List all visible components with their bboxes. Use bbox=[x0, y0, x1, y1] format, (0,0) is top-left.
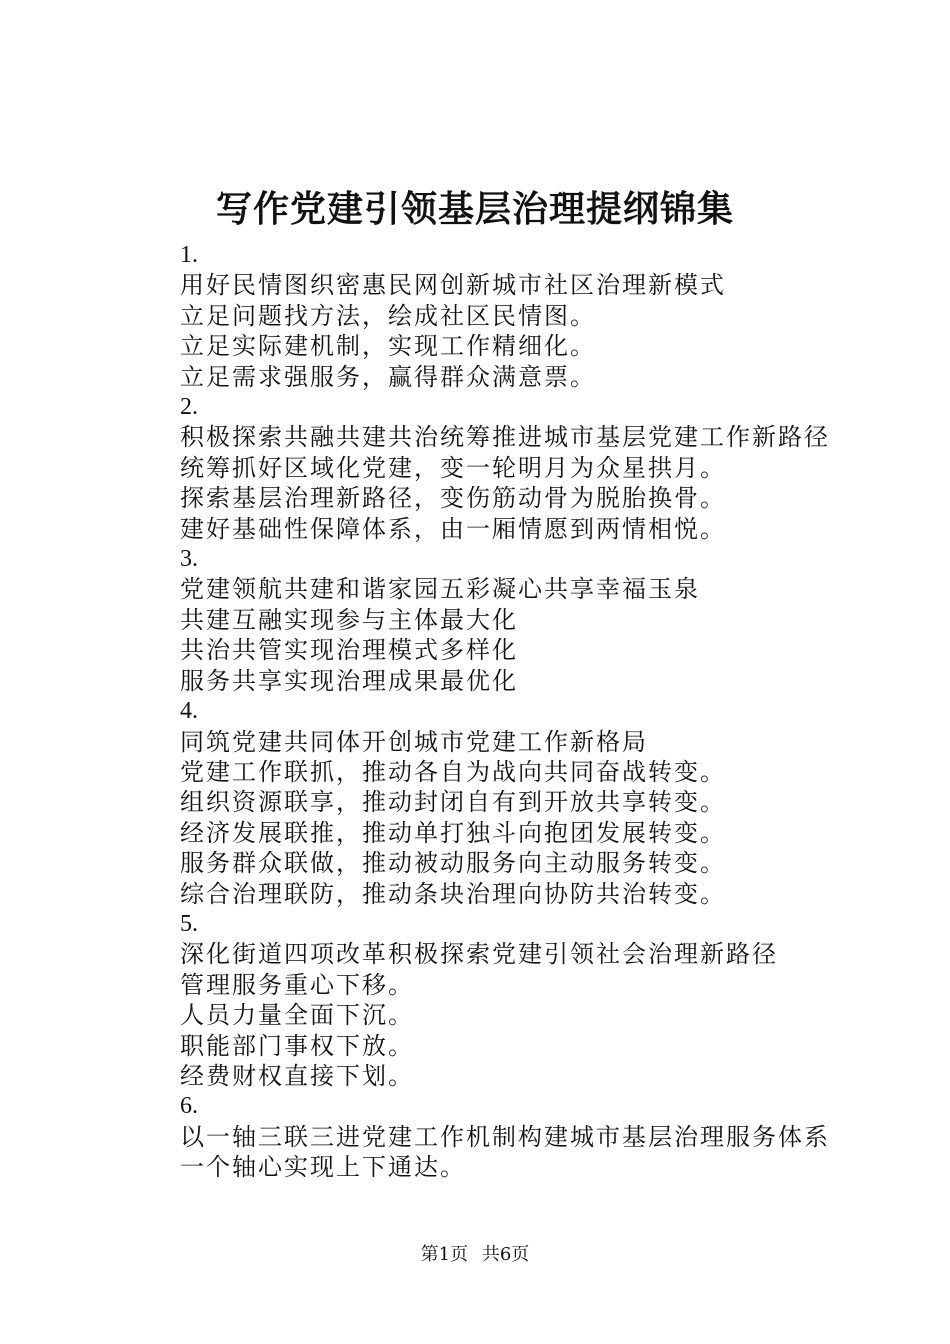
section-heading: 以一轴三联三进党建工作机制构建城市基层治理服务体系 bbox=[180, 1122, 830, 1151]
body-line: 经济发展联推，推动单打独斗向抱团发展转变。 bbox=[180, 818, 726, 847]
section-heading: 深化街道四项改革积极探索党建引领社会治理新路径 bbox=[180, 940, 778, 969]
section-heading: 用好民情图织密惠民网创新城市社区治理新模式 bbox=[180, 271, 726, 300]
section-heading: 同筑党建共同体开创城市党建工作新格局 bbox=[180, 727, 648, 756]
body-line: 共建互融实现参与主体最大化 bbox=[180, 605, 518, 634]
body-line: 共治共管实现治理模式多样化 bbox=[180, 636, 518, 665]
section-number: 1. bbox=[180, 242, 198, 268]
body-line: 职能部门事权下放。 bbox=[180, 1031, 414, 1060]
body-line: 服务共享实现治理成果最优化 bbox=[180, 666, 518, 695]
document-title: 写作党建引领基层治理提纲锦集 bbox=[215, 188, 734, 230]
section-number: 2. bbox=[180, 394, 198, 421]
section-heading: 积极探索共融共建共治统筹推进城市基层党建工作新路径 bbox=[180, 423, 830, 452]
document-body bbox=[180, 240, 880, 1183]
body-line: 统筹抓好区域化党建，变一轮明月为众星拱月。 bbox=[180, 453, 726, 482]
body-line: 立足需求强服务，赢得群众满意票。 bbox=[180, 362, 596, 391]
body-line: 人员力量全面下沉。 bbox=[180, 1001, 414, 1030]
section-number: 5. bbox=[180, 910, 198, 937]
body-line: 立足实际建机制，实现工作精细化。 bbox=[180, 332, 596, 361]
page-footer bbox=[0, 1241, 950, 1269]
section-heading: 党建领航共建和谐家园五彩凝心共享幸福玉泉 bbox=[180, 575, 700, 604]
body-line: 经费财权直接下划。 bbox=[180, 1061, 414, 1090]
body-line: 建好基础性保障体系，由一厢情愿到两情相悦。 bbox=[180, 514, 726, 543]
body-line: 党建工作联抓，推动各自为战向共同奋战转变。 bbox=[180, 757, 726, 786]
section-number: 4. bbox=[180, 698, 198, 725]
body-line: 服务群众联做，推动被动服务向主动服务转变。 bbox=[180, 849, 726, 878]
body-line: 综合治理联防，推动条块治理向协防共治转变。 bbox=[180, 879, 726, 908]
section-number: 6. bbox=[180, 1093, 198, 1120]
body-line: 管理服务重心下移。 bbox=[180, 970, 414, 999]
body-line: 探索基层治理新路径，变伤筋动骨为脱胎换骨。 bbox=[180, 484, 726, 513]
body-line: 立足问题找方法，绘成社区民情图。 bbox=[180, 301, 596, 330]
section-number: 3. bbox=[180, 546, 198, 573]
body-line: 一个轴心实现上下通达。 bbox=[180, 1153, 466, 1182]
page-total: 共6页 bbox=[481, 1244, 530, 1265]
page-number: 第1页 bbox=[420, 1244, 469, 1265]
body-line: 组织资源联享，推动封闭自有到开放共享转变。 bbox=[180, 788, 726, 817]
